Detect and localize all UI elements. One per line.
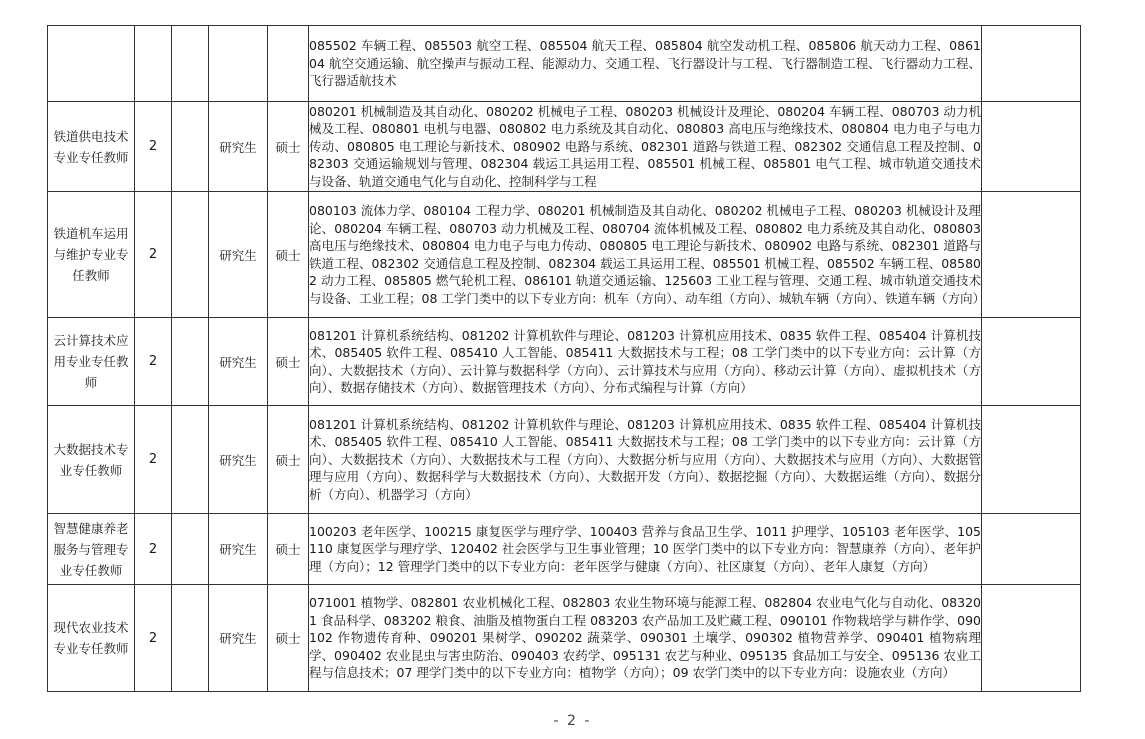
degree-cell: 硕士 xyxy=(268,192,309,318)
majors-cell: 081201 计算机系统结构、081202 计算机软件与理论、081203 计算机应用技术、0835 软件工程、085404 计算机技术、085405 软件工程、085410 人工智能、085411 大数据技术与工程；08 工学门类中的以下专业方向：云计算（方向）、大数据技术（方向）、大数据技术与工程（方向）、大数据分析与应用（方向）、大数据技术与应用（方向）、大数据管理与应用（方向）、数据科学与大数据技术（方向）、大数据开发（方向）、数据挖掘（方向）、大数据运维（方向）、数据分析（方向）、机器学习（方向） xyxy=(309,406,982,514)
remarks-cell xyxy=(982,406,1081,514)
count-cell: 2 xyxy=(135,192,172,318)
count-cell: 2 xyxy=(135,585,172,692)
blank-cell xyxy=(172,406,209,514)
majors-cell: 085502 车辆工程、085503 航空工程、085504 航天工程、085804 航空发动机工程、085806 航天动力工程、086104 航空交通运输、航空操声与振动工程、能源动力、交通工程、飞行器设计与工程、飞行器制造工程、飞行器动力工程、飞行器适航技术 xyxy=(309,26,982,102)
count-cell: 2 xyxy=(135,514,172,585)
table-row xyxy=(48,406,1081,514)
education-cell xyxy=(209,26,268,102)
position-cell xyxy=(48,26,135,102)
blank-cell xyxy=(172,102,209,192)
count-cell: 2 xyxy=(135,102,172,192)
education-cell: 研究生 xyxy=(209,102,268,192)
remarks-cell xyxy=(982,26,1081,102)
table-row xyxy=(48,585,1081,692)
degree-cell xyxy=(268,26,309,102)
remarks-cell xyxy=(982,514,1081,585)
blank-cell xyxy=(172,26,209,102)
blank-cell xyxy=(172,585,209,692)
count-cell: 2 xyxy=(135,318,172,406)
count-cell: 2 xyxy=(135,406,172,514)
majors-cell: 080201 机械制造及其自动化、080202 机械电子工程、080203 机械设计及理论、080204 车辆工程、080703 动力机械及工程、080801 电机与电器、080802 电力系统及其自动化、080803 高电压与绝缘技术、080804 电力电子与电力传动、080805 电工理论与新技术、080902 电路与系统、082301 道路与铁道工程、082302 交通信息工程及控制、082303 交通运输规划与管理、082304 载运工具运用工程、085501 机械工程、085801 电气工程、城市轨道交通技术与设备、轨道交通电气化与自动化、控制科学与工程 xyxy=(309,102,982,192)
position-cell: 智慧健康养老服务与管理专业专任教师 xyxy=(48,514,135,585)
majors-cell: 071001 植物学、082801 农业机械化工程、082803 农业生物环境与能源工程、082804 农业电气化与自动化、083201 食品科学、083202 粮食、油脂及植物蛋白工程 083203 农产品加工及贮藏工程、090101 作物栽培学与耕作学、090102 作物遗传育种、090201 果树学、090202 蔬菜学、090301 土壤学、090302 植物营养学、090401 植物病理学、090402 农业昆虫与害虫防治、090403 农药学、095131 农艺与种业、095135 食品加工与安全、095136 农业工程与信息技术；07 理学门类中的以下专业方向：植物学（方向）；09 农学门类中的以下专业方向：设施农业（方向） xyxy=(309,585,982,692)
remarks-cell xyxy=(982,585,1081,692)
remarks-cell xyxy=(982,102,1081,192)
degree-cell: 硕士 xyxy=(268,102,309,192)
majors-cell: 080103 流体力学、080104 工程力学、080201 机械制造及其自动化、080202 机械电子工程、080203 机械设计及理论、080204 车辆工程、080703 动力机械及工程、080704 流体机械及工程、080802 电力系统及其自动化、080803 高电压与绝缘技术、080804 电力电子与电力传动、080805 电工理论与新技术、080902 电路与系统、082301 道路与铁道工程、082302 交通信息工程及控制、082304 载运工具运用工程、085501 机械工程、085502 车辆工程、085802 动力工程、085805 燃气轮机工程、086101 轨道交通运输、125603 工业工程与管理、交通工程、城市轨道交通技术与设备、工业工程；08 工学门类中的以下专业方向：机车（方向）、动车组（方向）、城轨车辆（方向）、铁道车辆（方向） xyxy=(309,192,982,318)
education-cell: 研究生 xyxy=(209,318,268,406)
remarks-cell xyxy=(982,318,1081,406)
degree-cell: 硕士 xyxy=(268,406,309,514)
education-cell: 研究生 xyxy=(209,514,268,585)
table-row xyxy=(48,26,1081,102)
position-cell: 铁道供电技术专业专任教师 xyxy=(48,102,135,192)
blank-cell xyxy=(172,192,209,318)
blank-cell xyxy=(172,514,209,585)
table-row xyxy=(48,102,1081,192)
education-cell: 研究生 xyxy=(209,192,268,318)
position-cell: 大数据技术专业专任教师 xyxy=(48,406,135,514)
degree-cell: 硕士 xyxy=(268,585,309,692)
position-cell: 现代农业技术专业专任教师 xyxy=(48,585,135,692)
table-row xyxy=(48,192,1081,318)
blank-cell xyxy=(172,318,209,406)
table-row xyxy=(48,514,1081,585)
position-cell: 云计算技术应用专业专任教师 xyxy=(48,318,135,406)
page-number: - 2 - xyxy=(553,713,592,729)
majors-cell: 100203 老年医学、100215 康复医学与理疗学、100403 营养与食品卫生学、1011 护理学、105103 老年医学、105110 康复医学与理疗学、120402 社会医学与卫生事业管理；10 医学门类中的以下专业方向：智慧康养（方向）、老年护理（方向）；12 管理学门类中的以下专业方向：老年医学与健康（方向）、社区康复（方向）、老年人康复（方向） xyxy=(309,514,982,585)
table-row xyxy=(48,318,1081,406)
education-cell: 研究生 xyxy=(209,406,268,514)
majors-cell: 081201 计算机系统结构、081202 计算机软件与理论、081203 计算机应用技术、0835 软件工程、085404 计算机技术、085405 软件工程、085410 人工智能、085411 大数据技术与工程；08 工学门类中的以下专业方向：云计算（方向）、大数据技术（方向）、云计算与数据科学（方向）、云计算技术与应用（方向）、移动云计算（方向）、虚拟机技术（方向）、数据存储技术（方向）、数据管理技术（方向）、分布式编程与计算（方向） xyxy=(309,318,982,406)
education-cell: 研究生 xyxy=(209,585,268,692)
count-cell xyxy=(135,26,172,102)
position-cell: 铁道机车运用与维护专业专任教师 xyxy=(48,192,135,318)
degree-cell: 硕士 xyxy=(268,514,309,585)
degree-cell: 硕士 xyxy=(268,318,309,406)
recruitment-table xyxy=(47,25,1081,692)
remarks-cell xyxy=(982,192,1081,318)
